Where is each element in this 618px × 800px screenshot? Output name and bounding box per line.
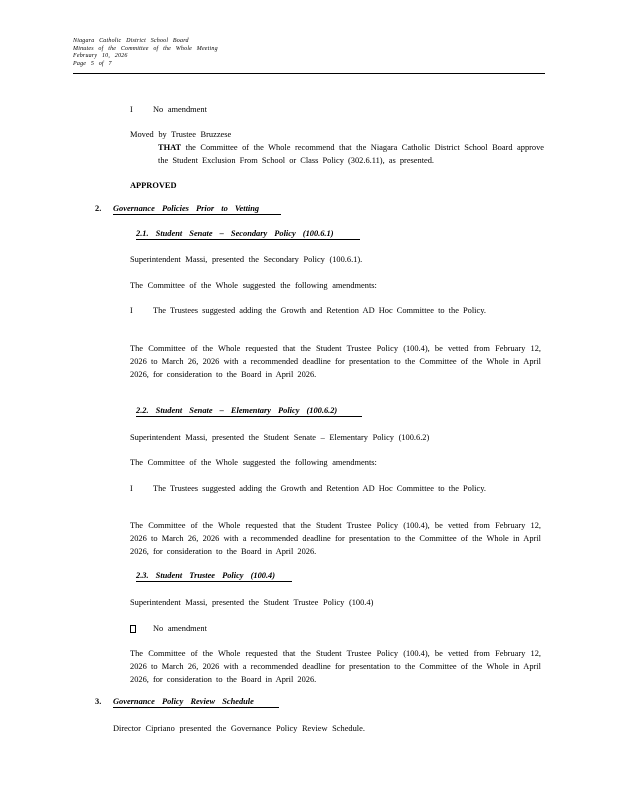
page-header (73, 38, 218, 68)
header-date: February 10, 2026 (73, 53, 128, 59)
bullet-marker: I (130, 484, 133, 493)
bullet-marker: I (130, 105, 133, 114)
motion-that-word: THAT (158, 143, 182, 152)
subsection-2-2-bullet-text: The Trustees suggested adding the Growth and Retention AD Hoc Committee to the Policy. (153, 484, 486, 493)
subsection-2-1-bullet-text: The Trustees suggested adding the Growth and Retention AD Hoc Committee to the Policy. (153, 306, 486, 315)
subsection-2-1-requested: The Committee of the Whole requested that the Student Trustee Policy (100.4), be vetted from February 12, 2026 to March 26, 2026 with a recommended deadline for presentation to the Committee of the Whole in April 2026, for consideration to the Board in April 2026. (130, 344, 541, 379)
subsection-2-1-suggested: The Committee of the Whole suggested the following amendments: (130, 281, 377, 290)
section-3-number: 3. (95, 697, 102, 706)
header-board-name: Niagara Catholic District School Board (73, 38, 189, 44)
subsection-2-2-presented: Superintendent Massi, presented the Student Senate – Elementary Policy (100.6.2) (130, 433, 430, 442)
header-page-number: Page 5 of 7 (73, 60, 112, 67)
bullet-marker: I (130, 306, 133, 315)
subsection-2-3-title: 2.3. Student Trustee Policy (100.4) (136, 571, 292, 582)
subsection-2-2-title: 2.2. Student Senate – Elementary Policy (100.6.2) (136, 406, 362, 417)
section-3-title: Governance Policy Review Schedule (113, 697, 279, 708)
subsection-2-3-requested: The Committee of the Whole requested that the Student Trustee Policy (100.4), be vetted from February 12, 2026 to March 26, 2026 with a recommended deadline for presentation to the Committee of the Whole in April 2026, for consideration to the Board in April 2026. (130, 649, 541, 684)
subsection-2-1-title: 2.1. Student Senate – Secondary Policy (100.6.1) (136, 229, 360, 240)
section-2-title: Governance Policies Prior to Vetting (113, 204, 281, 215)
header-meeting-title: Minutes of the Committee of the Whole Meeting (73, 45, 218, 52)
header-rule (73, 73, 545, 74)
motion-body: the Committee of the Whole recommend that the Niagara Catholic District School Board approve the Student Exclusion From School or Class Policy (302.6.11), as presented. (158, 143, 545, 165)
bullet-box-marker (130, 622, 136, 635)
moved-by-text: Moved by Trustee Bruzzese (130, 130, 232, 139)
approved-label: APPROVED (130, 181, 177, 190)
motion-text (158, 141, 544, 167)
subsection-2-2-requested: The Committee of the Whole requested that the Student Trustee Policy (100.4), be vetted from February 12, 2026 to March 26, 2026 with a recommended deadline for presentation to the Committee of the Whole in April 2026, for consideration to the Board in April 2026. (130, 521, 541, 556)
subsection-2-3-bullet-text: No amendment (153, 624, 207, 633)
subsection-2-1-presented: Superintendent Massi, presented the Secondary Policy (100.6.1). (130, 255, 363, 264)
subsection-2-3-presented: Superintendent Massi, presented the Student Trustee Policy (100.4) (130, 598, 374, 607)
subsection-2-2-suggested: The Committee of the Whole suggested the following amendments: (130, 458, 377, 467)
section-3-text: Director Cipriano presented the Governance Policy Review Schedule. (113, 724, 365, 733)
section-2-number: 2. (95, 204, 102, 213)
no-amendment-text: No amendment (153, 105, 207, 114)
